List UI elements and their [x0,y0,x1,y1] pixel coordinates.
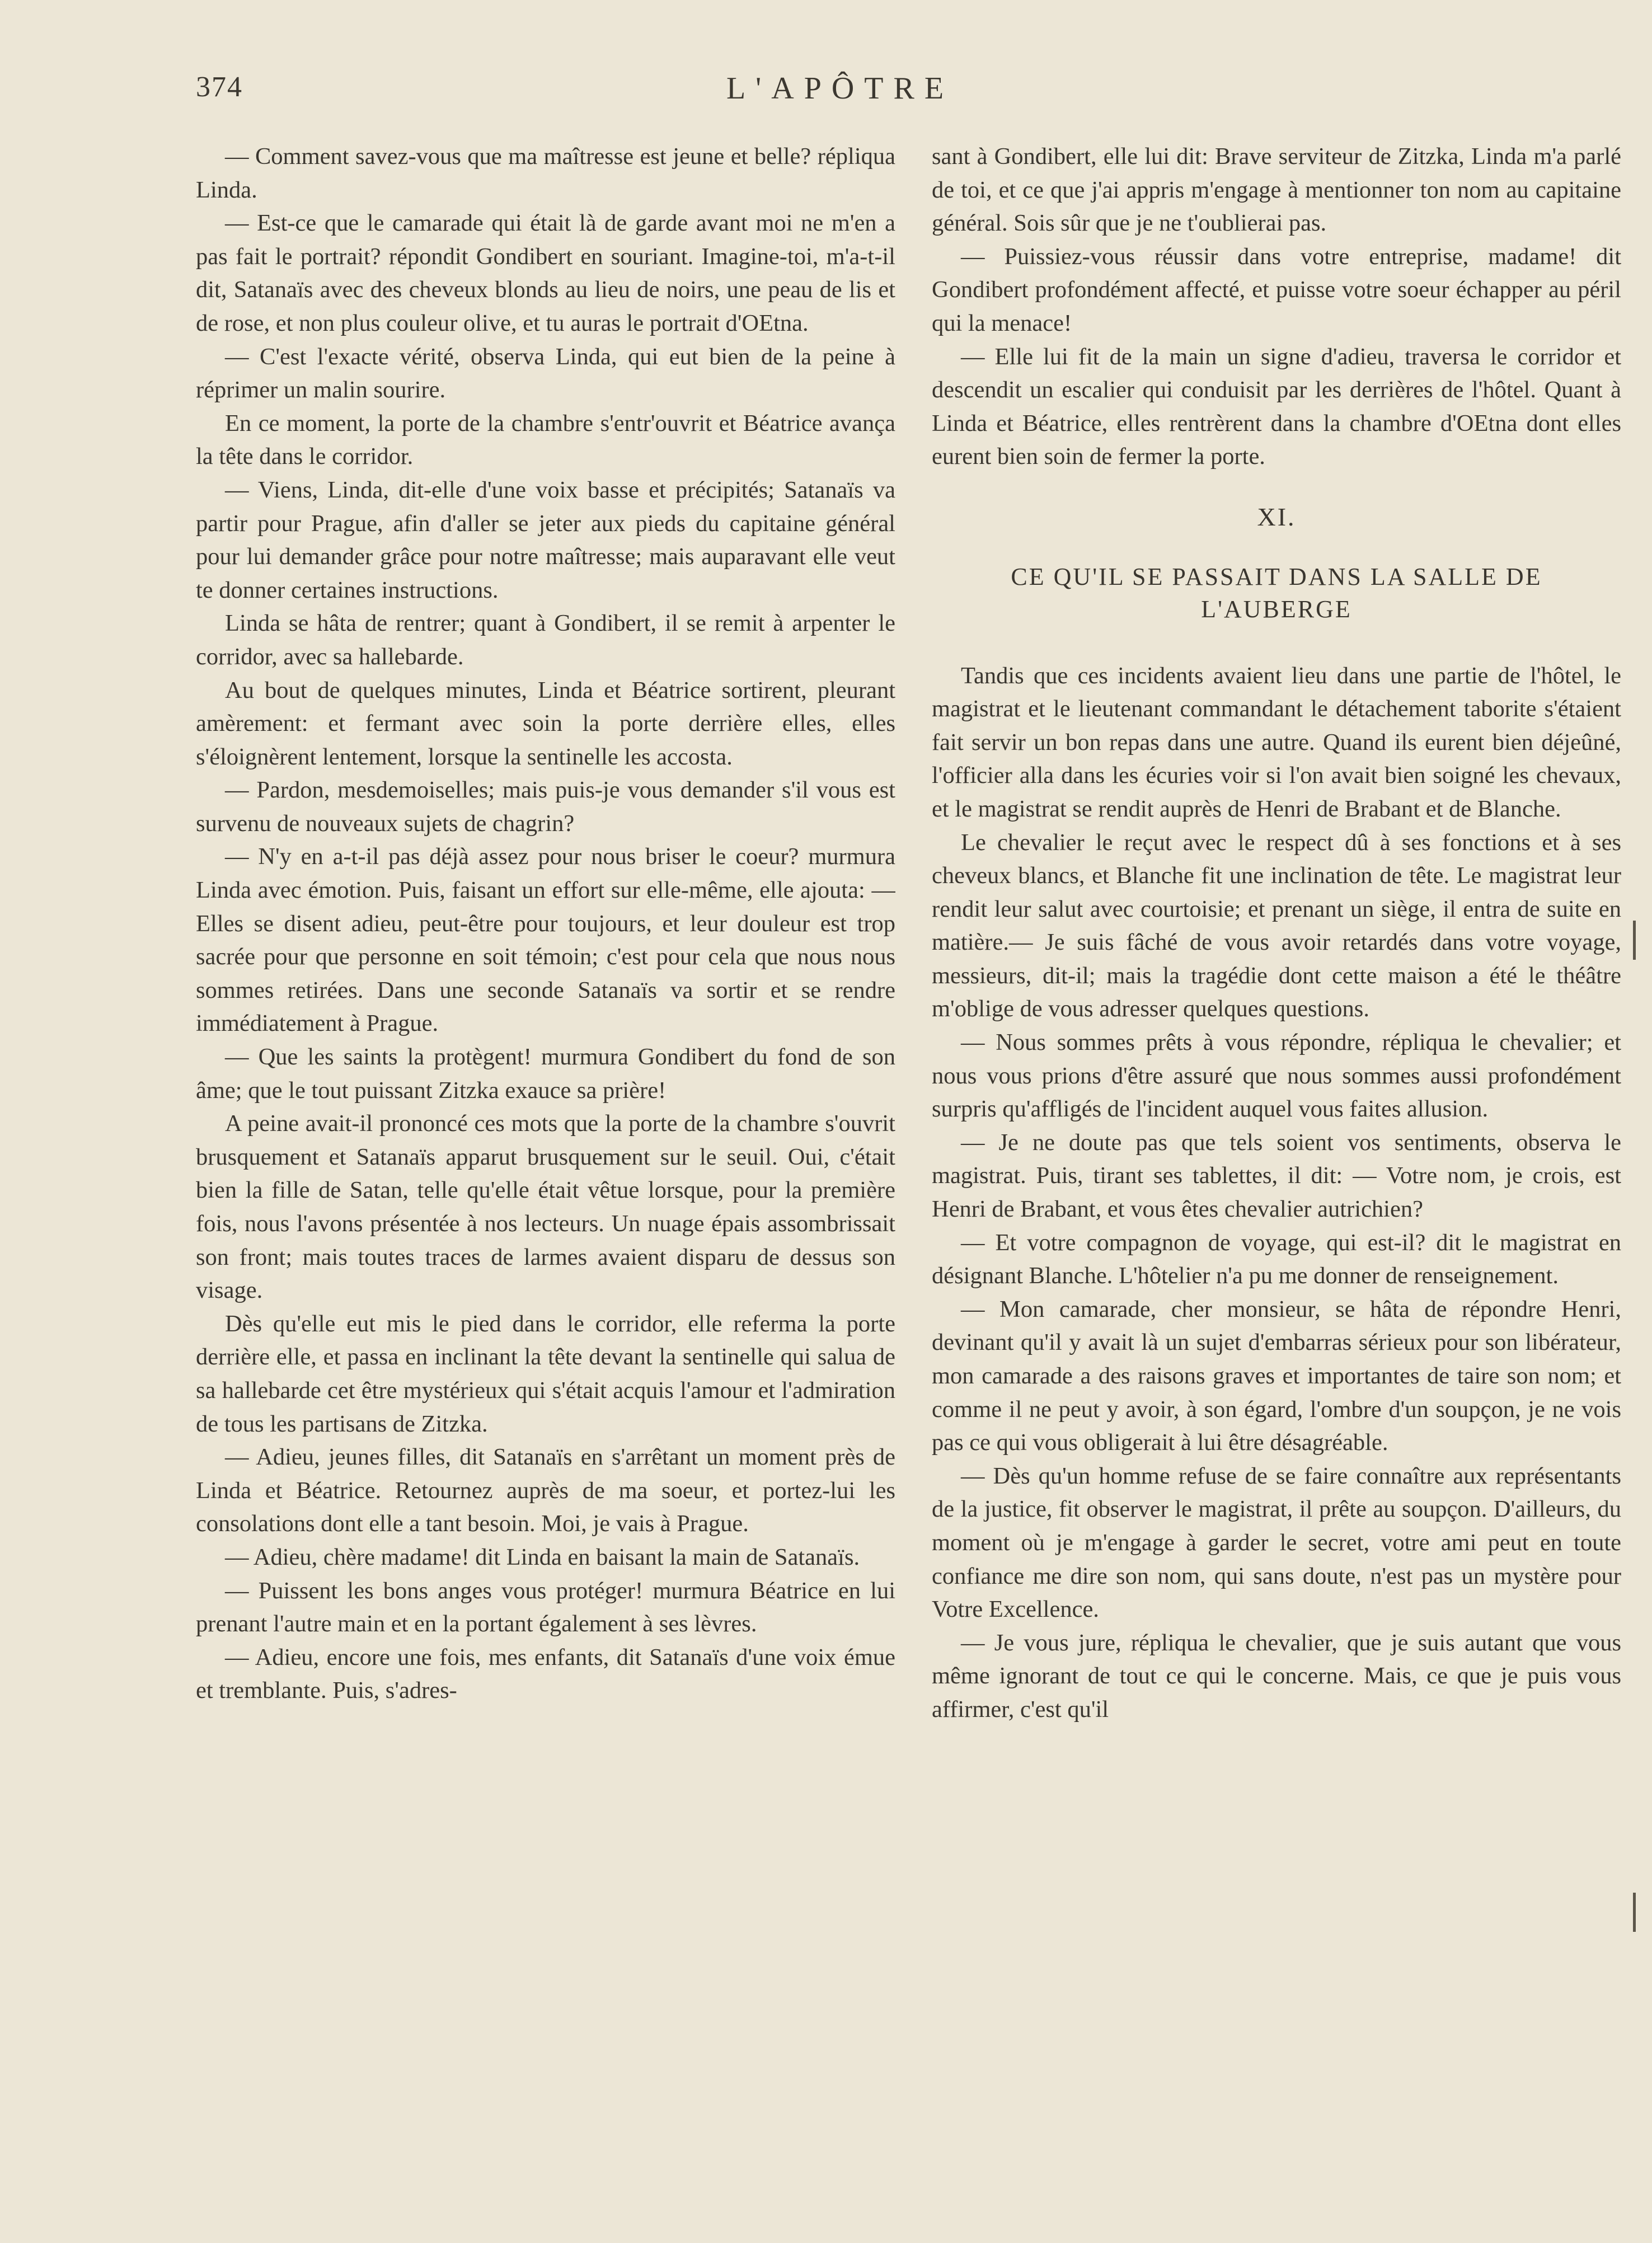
paragraph: — Je ne doute pas que tels soient vos sentiments, observa le magistrat. Puis, tirant ses tablettes, il dit: — Votre nom, je crois, est Henri de Brabant, et vous êtes chevalier autrichien? [932,1129,1621,1223]
paragraph: — Dès qu'un homme refuse de se faire connaître aux représentants de la justice, fit observer le magistrat, il prête au soupçon. D'ailleurs, du moment où je m'engage à garder le secret, votre ami peut en toute confiance me dire son nom, qui sans doute, n'est pas un mystère pour Votre Excellence. [932,1462,1621,1623]
paragraph: — Elle lui fit de la main un signe d'adieu, traversa le corridor et descendit un escalier qui conduisit par les derrières de l'hôtel. Quant à Linda et Béatrice, elles rentrèrent dans la chambre d'OEtna dont elles eurent bien soin de fermer la porte. [932,343,1621,470]
paragraph: — Je vous jure, répliqua le chevalier, que je suis autant que vous même ignorant de tout ce qui le concerne. Mais, ce que je puis vous affirmer, c'est qu'il [932,1629,1621,1723]
paragraph: — Comment savez-vous que ma maîtresse est jeune et belle? répliqua Linda. [196,143,895,203]
paragraph: Le chevalier le reçut avec le respect dû à ses fonctions et à ses cheveux blancs, et Blanche fit une inclination de tête. Le magistrat leur rendit leur salut avec courtoisie; et prenant un siège, il entra de suite en matière.— Je suis fâché de vous avoir retardés dans votre voyage, messieurs, dit-il; mais la tragédie dont cette maison a été le théâtre m'oblige de vous adresser quelques questions. [932,829,1621,1022]
paragraph: Dès qu'elle eut mis le pied dans le corridor, elle referma la porte derrière elle, et passa en inclinant la tête devant la sentinelle qui salua de sa hallebarde cet être mystérieux qui s'était acquis l'amour et l'admiration de tous les partisans de Zitzka. [196,1310,895,1437]
margin-mark [1633,921,1636,960]
journal-title: L'APÔTRE [726,71,954,106]
running-head [196,66,1484,116]
paragraph: — Et votre compagnon de voyage, qui est-il? dit le magistrat en désignant Blanche. L'hôtelier n'a pu me donner de renseignement. [932,1229,1621,1289]
paragraph: Au bout de quelques minutes, Linda et Béatrice sortirent, pleurant amèrement: et fermant avec soin la porte derrière elles, elles s'éloignèrent lentement, lorsque la sentinelle les accosta. [196,677,895,770]
chapter-number: XI. [1257,502,1296,531]
paragraph: — Mon camarade, cher monsieur, se hâta de répondre Henri, devinant qu'il y avait là un sujet d'embarras sérieux pour son libérateur, mon camarade a des raisons graves et importantes de taire son nom; et comme il ne peut y avoir, à son égard, l'ombre d'un soupçon, je ne vois pas ce qui vous obligerait à lui être désagréable. [932,1296,1621,1456]
paragraph: A peine avait-il prononcé ces mots que la porte de la chambre s'ouvrit brusquement et Satanaïs apparut brusquement sur le seuil. Oui, c'était bien la fille de Satan, telle qu'elle était vêtue lorsque, pour la première fois, nous l'avons présentée à nos lecteurs. Un nuage épais assombrissait son front; mais toutes traces de larmes avaient disparu de dessus son visage. [196,1110,895,1304]
paragraph: Linda se hâta de rentrer; quant à Gondibert, il se remit à arpenter le corridor, avec sa hallebarde. [196,610,895,670]
paragraph: — Que les saints la protègent! murmura Gondibert du fond de son âme; que le tout puissant Zitzka exauce sa prière! [196,1044,895,1104]
paragraph: — Adieu, encore une fois, mes enfants, dit Satanaïs d'une voix émue et tremblante. Puis, s'adres- [196,1644,895,1704]
paragraph: — Adieu, chère madame! dit Linda en baisant la main de Satanaïs. [225,1543,860,1570]
paragraph: — Est-ce que le camarade qui était là de garde avant moi ne m'en a pas fait le portrait? répondit Gondibert en souriant. Imagine-toi, m'a-t-il dit, Satanaïs avec des cheveux blonds au lieu de noirs, une peau de lis et de rose, et non plus couleur olive, et tu auras le portrait d'OEtna. [196,210,895,336]
paragraph: — Puissent les bons anges vous protéger! murmura Béatrice en lui prenant l'autre main et en la portant également à ses lèvres. [196,1577,895,1637]
paragraph-continued: sant à Gondibert, elle lui dit: Brave serviteur de Zitzka, Linda m'a parlé de toi, et ce que j'ai appris m'engage à mentionner ton nom au capitaine général. Sois sûr que je ne t'oublierai pas. [932,143,1621,237]
paragraph: — C'est l'exacte vérité, observa Linda, qui eut bien de la peine à réprimer un malin sourire. [196,343,895,403]
paragraph: — Pardon, mesdemoiselles; mais puis-je vous demander s'il vous est survenu de nouveaux sujets de chagrin? [196,777,895,837]
chapter-title: CE QU'IL SE PASSAIT DANS LA SALLE DE L'AUBERGE [1011,562,1542,623]
left-column [196,140,895,2211]
paragraph: — Nous sommes prêts à vous répondre, répliqua le chevalier; et nous vous prions d'être assuré que nous sommes aussi profondément surpris qu'affligés de l'incident auquel vous faites allusion. [932,1029,1621,1123]
right-column [932,140,1621,2211]
paragraph: — Viens, Linda, dit-elle d'une voix basse et précipités; Satanaïs va partir pour Prague, afin d'aller se jeter aux pieds du capitaine général pour lui demander grâce pour notre maîtresse; mais auparavant elle veut te donner certaines instructions. [196,476,895,603]
margin-mark [1633,1893,1636,1932]
paragraph: — N'y en a-t-il pas déjà assez pour nous briser le coeur? murmura Linda avec émotion. Puis, faisant un effort sur elle-même, elle ajouta: — Elles se disent adieu, peut-être pour toujours, et leur douleur est trop sacrée pour que personne en soit témoin; c'est pour cela que nous nous sommes retirées. Dans une seconde Satanaïs va sortir et se rendre immédiatement à Prague. [196,843,895,1037]
page-number: 374 [196,71,243,103]
paragraph: — Adieu, jeunes filles, dit Satanaïs en s'arrêtant un moment près de Linda et Béatrice. Retournez auprès de ma soeur, et portez-lui les consolations dont elle a tant besoin. Moi, je vais à Prague. [196,1444,895,1537]
paragraph: Tandis que ces incidents avaient lieu dans une partie de l'hôtel, le magistrat et le lieutenant commandant le détachement taborite s'étaient fait servir un bon repas dans une autre. Quand ils eurent bien déjeûné, l'officier alla dans les écuries voir si l'on avait bien soigné les chevaux, et le magistrat se rendit auprès de Henri de Brabant et de Blanche. [932,662,1621,822]
paragraph: En ce moment, la porte de la chambre s'entr'ouvrit et Béatrice avança la tête dans le corridor. [196,410,895,470]
paragraph: — Puissiez-vous réussir dans votre entreprise, madame! dit Gondibert profondément affecté, et puisse votre soeur échapper au péril qui la menace! [932,243,1621,336]
